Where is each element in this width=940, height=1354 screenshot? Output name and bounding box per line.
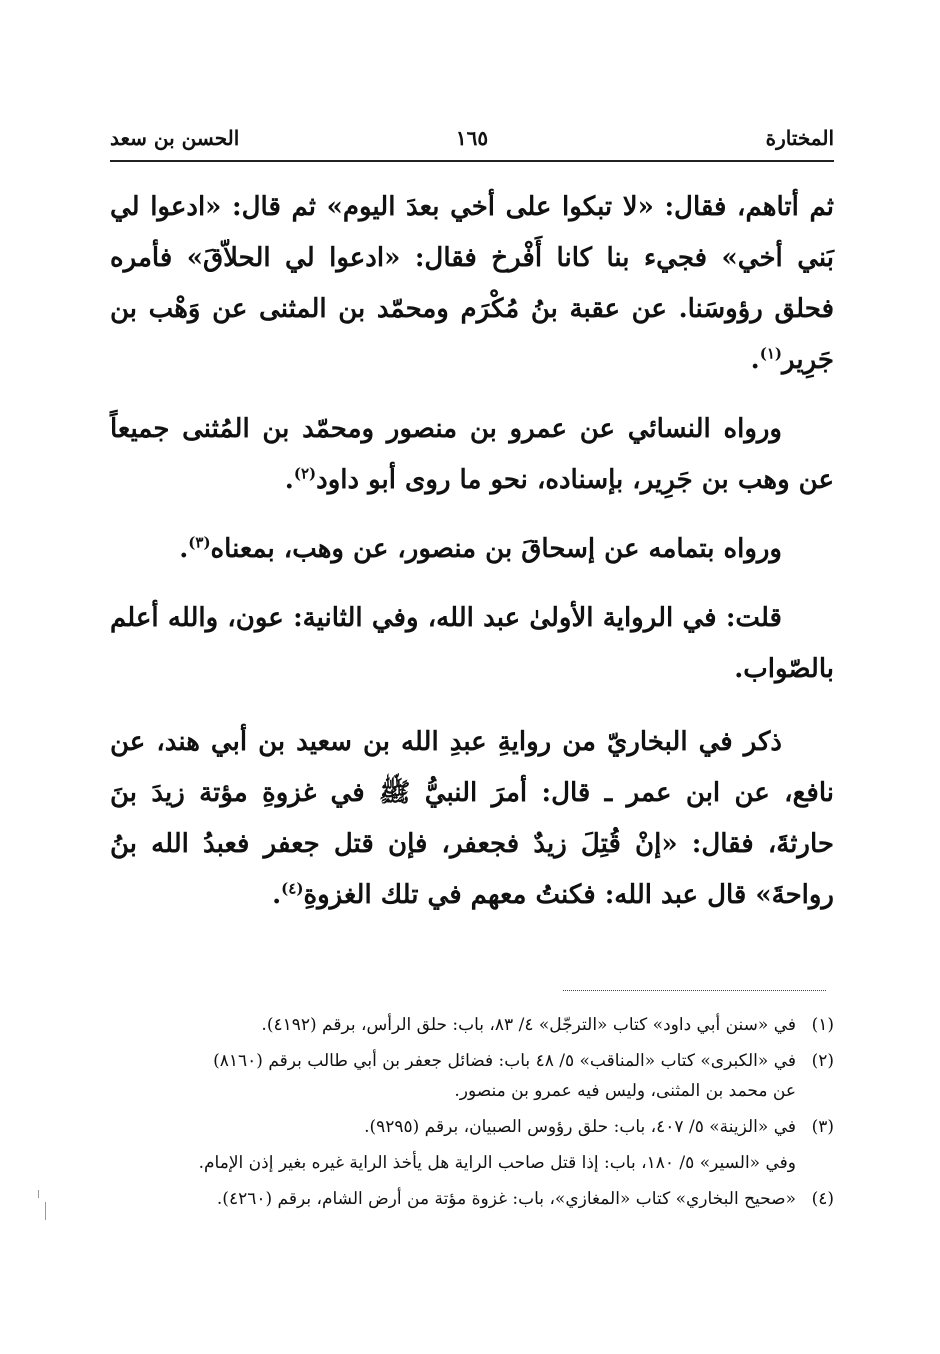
paragraph-5 [110, 717, 834, 921]
footnote-number: (٤) [811, 1189, 834, 1209]
paragraph-5-end: . [272, 880, 282, 910]
paragraph-4: قلت: في الرواية الأولىٰ عبد الله، وفي الثانية: عون، والله أعلم بالصّواب. [110, 603, 834, 684]
footnote-number [796, 1148, 834, 1178]
paragraph-5-text: ذكر في البخاريّ من روايةِ عبدِ الله بن سعيد بن أبي هند، عن نافع، عن ابن عمر ـ قال: أمرَ النبيُّ ﷺ في غزوةِ مؤتة زيدَ بنَ حارثةَ، فقال: «إنْ قُتِلَ زيدٌ فجعفر، فإن قتل جعفر فعبدُ الله بنُ رواحةَ» قال عبد الله: فكنتُ معهم في تلك الغزوةِ [110, 727, 834, 910]
section-title: الحسن بن سعد [110, 126, 240, 150]
footnote-3 [110, 1112, 834, 1142]
running-header [110, 126, 834, 160]
paragraph-1-end: . [750, 345, 760, 375]
footnotes [110, 1010, 834, 1220]
footnote-separator [563, 990, 826, 991]
header-rule [110, 160, 834, 162]
main-text [110, 182, 834, 939]
footnote-4 [110, 1184, 834, 1214]
footnote-number: (٢) [811, 1051, 834, 1071]
paragraph-2 [110, 404, 834, 506]
paragraph-2-end: . [284, 465, 294, 495]
footnote-line: «صحيح البخاري» كتاب «المغازي»، باب: غزوة مؤتة من أرض الشام، برقم (٤٢٦٠). [216, 1189, 796, 1209]
footnote-1 [110, 1010, 834, 1040]
footnote-text [110, 1010, 796, 1040]
paragraph-1 [110, 182, 834, 386]
footnote-line: في «الزينة» ٥/ ٤٠٧، باب: حلق رؤوس الصبيان، برقم (٩٢٩٥). [364, 1117, 796, 1137]
footnote-ref-1: (١) [759, 344, 782, 363]
footnote-line: في «الكبرى» كتاب «المناقب» ٥/ ٤٨ باب: فضائل جعفر بن أبي طالب برقم (٨١٦٠) [213, 1051, 796, 1071]
scan-margin-mark [36, 1190, 48, 1220]
footnote-text [110, 1148, 796, 1178]
footnote-ref-2: (٢) [293, 464, 317, 483]
footnote-ref-3: (٣) [188, 533, 211, 552]
footnote-line: وفي «السير» ٥/ ١٨٠، باب: إذا قتل صاحب الراية هل يأخذ الراية غيره بغير إذن الإمام. [198, 1153, 796, 1173]
paragraph-3-text: ورواه بتمامه عن إسحاقَ بن منصور، عن وهب، بمعناه [210, 534, 782, 564]
page-number: ١٦٥ [455, 126, 489, 150]
footnote-line: عن محمد بن المثنى، وليس فيه عمرو بن منصور. [454, 1081, 796, 1101]
book-title: المختارة [765, 126, 834, 150]
paragraph-2-text: ورواه النسائي عن عمرو بن منصور ومحمّد بن المُثنى جميعاً عن وهب بن جَرِير، بإسناده، نحو ما روى أبو داود [110, 414, 834, 495]
footnote-number: (٣) [811, 1117, 834, 1137]
footnote-ref-4: (٤) [281, 879, 304, 898]
footnote-number: (١) [811, 1015, 834, 1035]
paragraph-3 [110, 524, 834, 575]
footnote-line: في «سنن أبي داود» كتاب «الترجّل» ٤/ ٨٣، باب: حلق الرأس، برقم (٤١٩٢). [261, 1015, 796, 1035]
footnote-text [110, 1184, 796, 1214]
footnote-text [110, 1046, 796, 1106]
footnote-3-continuation [110, 1148, 834, 1178]
paragraph-3-end: . [179, 534, 189, 564]
footnote-2 [110, 1046, 834, 1106]
footnote-text [110, 1112, 796, 1142]
paragraph-1-text: ثم أتاهم، فقال: «لا تبكوا على أخي بعدَ اليوم» ثم قال: «ادعوا لي بَني أخي» فجيء بنا كانا أَفْرخ فقال: «ادعوا لي الحلاّقَ» فأمره فحلق رؤوسَنا. عن عقبة بنُ مُكْرَم ومحمّد بن المثنى عن وَهْب بن جَرِير [110, 192, 834, 375]
